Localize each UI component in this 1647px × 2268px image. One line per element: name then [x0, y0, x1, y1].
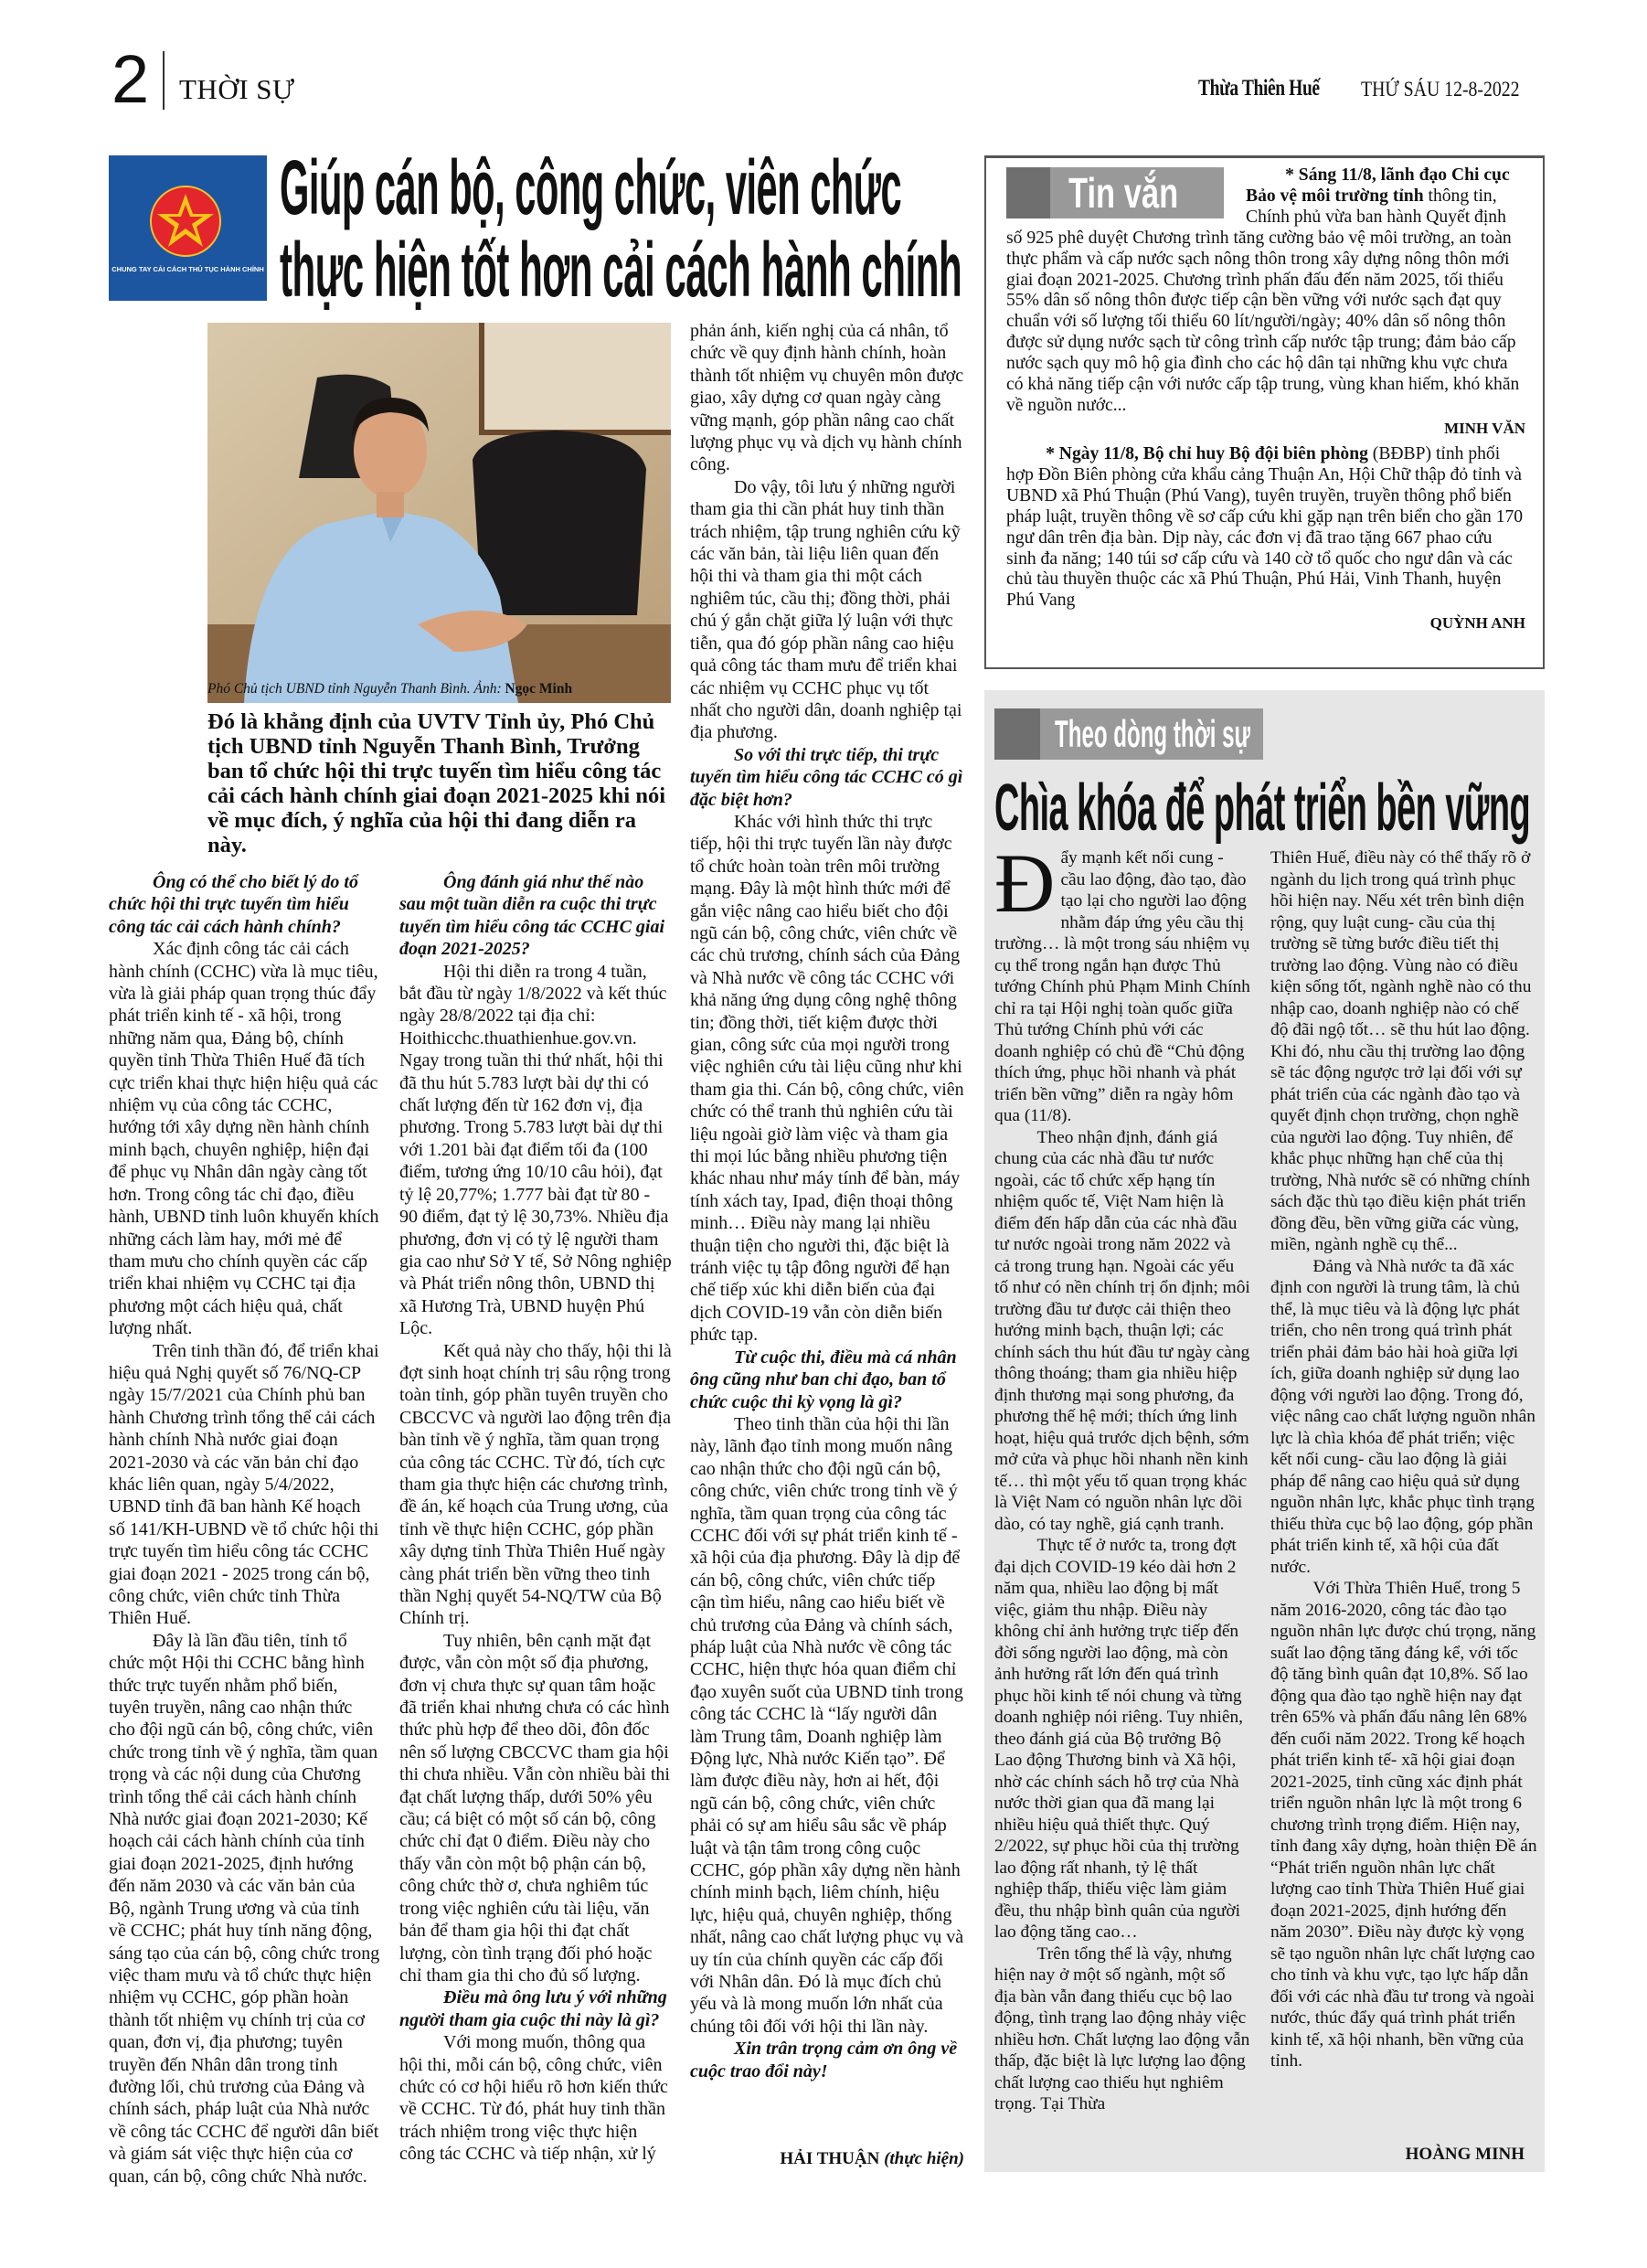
interview-question: So với thi trực tiếp, thi trực tuyến tìm hiểu công tác CCHC có gì đặc biệt hơn?	[690, 744, 963, 810]
interview-question: Ông đánh giá như thế nào sau một tuần diễn ra cuộc thi trực tuyến tìm hiểu công tác CCHC giai đoạn 2021-2025?	[399, 872, 665, 960]
section-title: THỜI SỰ	[179, 73, 295, 105]
commentary-column-1: Đẩy mạnh kết nối cung - cầu lao động, đào tạo, đào tạo lại cho người lao động nhằm đáp ứng yêu cầu thị trường… là một trong sáu nhiệm vụ cụ thể trong ngắn hạn được Thủ tướng Chính phủ Phạm Minh Chính chỉ ra tại Hội nghị toàn quốc giữa Thủ tướng Chính phủ với các doanh nghiệp có chủ đề “Chủ động thích ứng, phục hồi nhanh và phát triển bền vững” diễn ra ngày hôm qua (11/8). Theo nhận định, đánh giá chung của các nhà đầu tư nước ngoài, các tổ chức xếp hạng tín nhiệm quốc tế, Việt Nam hiện là điểm đến hấp dẫn của các nhà đầu tư nước ngoài trong năm 2022 và cả trong trung hạn. Ngoài các yếu tố như có nền chính trị ổn định; môi trường đầu tư được cải thiện theo hướng minh bạch, thuận lợi; các chính sách thu hút đầu tư ngày càng thông thoáng; tham gia nhiều hiệp định thương mại song phương, đa phương thế hệ mới; thích ứng linh hoạt, hiệu quả trước dịch bệnh, sớm mở cửa và phục hồi nhanh nền kinh tế… thì một yếu tố quan trọng khác là Việt Nam có nguồn nhân lực dồi dào, có tay nghề, giá cạnh tranh. Thực tế ở nước ta, trong đợt đại dịch COVID-19 kéo dài hơn 2 năm qua, nhiều lao động bị mất việc, giảm thu nhập. Điều này không chỉ ảnh hưởng trực tiếp đến đời sống người lao động, mà còn ảnh hưởng rất lớn đến quá trình phục hồi kinh tế nói chung và từng doanh nghiệp nói riêng. Tuy nhiên, theo đánh giá của Bộ trưởng Bộ Lao động Thương binh và Xã hội, nhờ các chính sách hỗ trợ của Nhà nước thời gian qua đã mang lại nhiều hiệu quả thiết thực. Quý 2/2022, sự phục hồi của thị trường lao động rất nhanh, tỷ lệ thất nghiệp thấp, thiếu việc làm giảm đều, thu nhập bình quân của người lao động tăng cao… Trên tổng thể là vậy, nhưng hiện nay ở một số ngành, một số địa bàn vẫn đang thiếu cục bộ lao động, tình trạng lao động nhảy việc nhiều hơn. Chất lượng lao động vẫn thấp, đặc biệt là lực lượng lao động chất lượng cao thiếu hụt nghiêm trọng. Tại Thừa	[994, 836, 1250, 2114]
brief-author: MINH VĂN	[1444, 419, 1525, 437]
article-paragraph: Khác với hình thức thi trực tiếp, hội thi trực tuyến lần này được tổ chức hoàn toàn trên môi trường mạng. Đây là một hình thức mới để gắn việc nâng cao hiểu biết cho đội ngũ cán bộ, công chức, viên chức về các chủ trương, chính sách của Đảng và Nhà nước về công tác CCHC với khả năng ứng dụng công nghệ thông tin; đồng thời, tiết kiệm được thời gian, công sức của mọi người trong việc nghiên cứu tài liệu cũng như khi tham gia thi. Cán bộ, công chức, viên chức có thể tranh thủ nghiên cứu tài liệu ngoài giờ làm việc và tham gia thi mọi lúc bằng nhiều phương tiện khác nhau như máy tính để bàn, máy tính xách tay, Ipad, điện thoại thông minh… Điều này mang lại nhiều thuận tiện cho người thi, đặc biệt là tránh việc tụ tập đông người để hạn chế tiếp xúc khi diễn biến của đại dịch COVID-19 vẫn còn diễn biến phức tạp.	[690, 811, 964, 1346]
article-paragraph: Kết quả này cho thấy, hội thi là đợt sinh hoạt chính trị sâu rộng trong toàn tỉnh, góp phần tuyên truyền cho CBCCVC và người lao động trên địa bàn tỉnh về ý nghĩa, tầm quan trọng của công tác CCHC. Từ đó, tích cực tham gia thực hiện các chương trình, đề án, kế hoạch của Trung ương, của tỉnh về thực hiện CCHC, góp phần xây dựng tỉnh Thừa Thiên Huế ngày càng phát triển bền vững theo tinh thần Nghị quyết 54-NQ/TW của Bộ Chính trị.	[399, 1340, 672, 1629]
article-paragraph: Thiên Huế, điều này có thể thấy rõ ở ngành du lịch trong quá trình phục hồi hiện nay. Nếu xét trên bình diện rộng, quy luật cung- cầu của thị trường sẽ từng bước điều tiết thị trường lao động. Vùng nào có điều kiện sống tốt, ngành nghề nào có thu nhập cao, doanh nghiệp nào có chế độ đãi ngộ tốt… sẽ thu hút lao động. Khi đó, nhu cầu thị trường lao động sẽ tác động ngược trở lại đối với sự phát triển của các ngành đào tạo và quyết định chọn trường, chọn nghề của người lao động. Tuy nhiên, để khắc phục những hạn chế của thị trường, Nhà nước sẽ có những chính sách đặc thù tạo điều kiện phát triển đồng đều, bền vững giữa các vùng, miền, ngành nghề cụ thể...	[1270, 848, 1532, 1254]
brief-author: QUỲNH ANH	[1429, 614, 1525, 633]
star-emblem-icon	[109, 155, 267, 301]
article-column-3	[690, 320, 964, 2082]
portrait-photo	[207, 323, 671, 703]
article-column-2	[399, 871, 672, 2166]
article-paragraph: phản ánh, kiến nghị của cá nhân, tổ chức về quy định hành chính, hoàn thành tốt nhiệm vụ chuyên môn được giao, xây dựng cơ quan ngày càng vững mạnh, góp phần nâng cao chất lượng phục vụ và dịch vụ hành chính công.	[690, 321, 964, 475]
headline-line-1: Giúp cán bộ, công chức, viên chức	[280, 144, 902, 230]
commentary-panel	[984, 690, 1545, 2172]
article-paragraph: Trên tổng thể là vậy, nhưng hiện nay ở một số ngành, một số địa bàn vẫn đang thiếu cục bộ lao động, tình trạng lao động nhảy việc nhiều hơn. Chất lượng lao động vẫn thấp, đặc biệt là lực lượng lao động chất lượng cao thiếu hụt nghiêm trọng. Tại Thừa	[994, 1943, 1250, 2114]
article-lede: Đó là khẳng định của UVTV Tỉnh ủy, Phó Chủ tịch UBND tỉnh Nguyễn Thanh Bình, Trưởng ban tổ chức hội thi trực tuyến tìm hiểu công tác cải cách hành chính giai đoạn 2021-2025 khi nói về mục đích, ý nghĩa của hội thi đang diễn ra này.	[207, 709, 666, 857]
article-paragraph: Tuy nhiên, bên cạnh mặt đạt được, vẫn còn một số địa phương, đơn vị chưa thực sự quan tâm hoặc đã triển khai nhưng chưa có các hình thức phù hợp để theo dõi, đôn đốc nên số lượng CBCCVC tham gia hội thi chưa nhiều. Vẫn còn nhiều bài thi đạt chất lượng thấp, dưới 50% yêu cầu; cá biệt có một số cán bộ, công chức chỉ đạt 0 điểm. Điều này cho thấy vẫn còn một bộ phận cán bộ, công chức thờ ơ, chưa nghiêm túc trong việc nghiên cứu tài liệu, văn bản để tham gia hội thi đạt chất lượng, còn tình trạng đối phó hoặc chỉ tham gia thi cho đủ số lượng.	[399, 1630, 670, 1986]
drop-cap: Đ	[994, 836, 1056, 930]
article-paragraph: Đây là lần đầu tiên, tỉnh tổ chức một Hội thi CCHC bằng hình thức trực tuyến nhằm phổ biến, tuyên truyền, nâng cao nhận thức cho đội ngũ cán bộ, công chức, viên chức trong tỉnh về ý nghĩa, tầm quan trọng và các nội dung của Chương trình tổng thể cải cách hành chính Nhà nước giai đoạn 2021-2030; Kế hoạch cải cách hành chính của tỉnh giai đoạn 2021-2025, định hướng đến năm 2030 và các văn bản của Bộ, ngành Trung ương và của tỉnh về CCHC; phát huy tính năng động, sáng tạo của cán bộ, công chức trong việc tham mưu và tổ chức thực hiện nhiệm vụ CCHC, góp phần hoàn thành tốt nhiệm vụ chính trị của cơ quan, đơn vị, địa phương; tuyên truyền đến Nhân dân trong tỉnh đường lối, chủ trương của Đảng và chính sách, pháp luật của Nhà nước về công tác CCHC để người dân biết và giám sát việc thực hiện của cơ quan, cán bộ, công chức Nhà nước.	[109, 1630, 380, 2187]
photo-credit: Ngọc Minh	[505, 681, 573, 697]
article-paragraph: Với Thừa Thiên Huế, trong 5 năm 2016-2020, công tác đào tạo nguồn nhân lực được chú trọng, năng suất lao động tăng đáng kể, với tốc độ tăng bình quân đạt 10,8%. Số lao động qua đào tạo nghề hiện nay đạt trên 65% và phấn đấu nâng lên 68% đến cuối năm 2022. Trong kế hoạch phát triển kinh tế- xã hội giai đoạn 2021-2025, tỉnh cũng xác định phát triển nguồn nhân lực là một trong 6 chương trình trọng điểm. Hiện nay, tỉnh đang xây dựng, hoàn thiện Đề án “Phát triển nguồn nhân lực chất lượng cao tỉnh Thừa Thiên Huế giai đoạn 2021-2025, định hướng đến năm 2030”. Điều này được kỳ vọng sẽ tạo nguồn nhân lực chất lượng cao cho tỉnh và khu vực, tạo lực hấp dẫn đối với các nhà đầu tư trong và ngoài nước, thúc đẩy quá trình phát triển kinh tế, xã hội nhanh, bền vững của tỉnh.	[1270, 1579, 1537, 2071]
article-paragraph: Hội thi diễn ra trong 4 tuần, bắt đầu từ ngày 1/8/2022 và kết thúc ngày 28/8/2022 tại địa chỉ: Hoithicchc.thuathienhue.gov.vn. Ngay trong tuần thi thứ nhất, hội thi đã thu hút 5.783 lượt bài dự thi có chất lượng đến từ 162 đơn vị, địa phương. Trong 5.783 lượt bài dự thi với 1.201 bài đạt điểm tối đa (100 điểm, tương ứng 10/10 câu hỏi), đạt tỷ lệ 20,77%; 1.777 bài đạt từ 80 - 90 điểm, đạt tỷ lệ 30,73%. Nhiều địa phương, đơn vị có tỷ lệ người tham gia cao như Sở Y tế, Sở Nông nghiệp và Phát triển nông thôn, UBND thị xã Hương Trà, UBND huyện Phú Lộc.	[399, 961, 672, 1339]
interview-question: Điều mà ông lưu ý với những người tham gia cuộc thi này là gì?	[399, 1987, 667, 2030]
header-divider	[163, 51, 165, 110]
photo-caption: Phó Chủ tịch UBND tỉnh Nguyễn Thanh Bình. Ảnh: Ngọc Minh	[207, 681, 573, 697]
article-paragraph: Theo nhận định, đánh giá chung của các nhà đầu tư nước ngoài, các tổ chức xếp hạng tín nhiệm quốc tế, Việt Nam hiện là điểm đến hấp dẫn của các nhà đầu tư nước ngoài trong năm 2022 và cả trong trung hạn. Ngoài các yếu tố như có nền chính trị ổn định; môi trường đầu tư được cải thiện theo hướng minh bạch, thuận lợi; các chính sách thu hút đầu tư ngày càng thông thoáng; tham gia nhiều hiệp định thương mại song phương, đa phương thế hệ mới; thích ứng linh hoạt, hiệu quả trước dịch bệnh, sớm mở cửa và phục hồi nhanh nền kinh tế… thì một yếu tố quan trọng khác là Việt Nam có nguồn nhân lực dồi dào, có tay nghề, giá cạnh tranh.	[994, 1127, 1250, 1534]
article-byline: HẢI THUẬN (thực hiện)	[780, 2149, 964, 2168]
article-column-1	[109, 871, 381, 2188]
article-paragraph: Đảng và Nhà nước ta đã xác định con người là trung tâm, là chủ thể, là mục tiêu và là động lực phát triển, cho nên trong quá trình phát triển phải đảm bảo hài hoà giữa lợi ích, giữa doanh nghiệp sử dụng lao động với người lao động. Trong đó, việc nâng cao chất lượng nguồn nhân lực là chìa khóa để phát triển; việc kết nối cung- cầu lao động là giải pháp để nâng cao hiệu quả sử dụng nguồn nhân lực, khắc phục tình trạng thiếu thừa cục bộ lao động, góp phần phát triển kinh tế, xã hội của đất nước.	[1270, 1256, 1535, 1577]
closing-thanks: Xin trân trọng cảm ơn ông về cuộc trao đổi này!	[690, 2039, 958, 2082]
news-briefs-box	[984, 155, 1545, 669]
newspaper-name: Thừa Thiên Huế	[1198, 76, 1320, 101]
page-number: 2	[112, 41, 150, 117]
article-paragraph: Xác định công tác cải cách hành chính (CCHC) vừa là mục tiêu, vừa là giải pháp quan trọng thúc đẩy phát triển kinh tế - xã hội, trong những năm qua, Đảng bộ, chính quyền tỉnh Thừa Thiên Huế đã tích cực triển khai thực hiện hiệu quả các nhiệm vụ của công tác CCHC, hướng tới xây dựng nền hành chính minh bạch, chuyên nghiệp, hiện đại để phục vụ Nhân dân ngày càng tốt hơn. Trong công tác chỉ đạo, điều hành, UBND tỉnh luôn khuyến khích những cách làm hay, mới mẻ để tham mưu cho chính quyền các cấp triển khai nhiệm vụ CCHC tại địa phương một cách hiệu quả, chất lượng nhất.	[109, 939, 379, 1339]
news-brief-item: * Ngày 11/8, Bộ chỉ huy Bộ đội biên phòng (BĐBP) tỉnh phối hợp Đồn Biên phòng cửa khẩu cảng Thuận An, Hội Chữ thập đỏ tỉnh và UBND xã Phú Thuận (Phú Vang), tuyên truyền, truyền thông phổ biến pháp luật, truyền thông về sơ cấp cứu khi gặp nạn trên biển cho gần 170 ngư dân trên địa bàn. Dịp này, các đơn vị đã trao tặng 667 phao cứu sinh đa năng; 140 túi sơ cấp cứu và 140 cờ tổ quốc cho ngư dân và các chủ tàu thuyền thuộc các xã Phú Thuận, Phú Hải, Vinh Thanh, huyện Phú Vang QUỲNH ANH	[1006, 444, 1525, 634]
news-brief-item: * Sáng 11/8, lãnh đạo Chi cục Bảo vệ môi trường tỉnh thông tin, Chính phủ vừa ban hành Quyết định số 925 phê duyệt Chương trình tăng cường bảo vệ môi trường, an toàn thực phẩm và cấp nước sạch nông thôn trong xây dựng nông thôn mới giai đoạn 2021-2025. Chương trình phấn đấu đến năm 2025, tối thiểu 55% dân số nông thôn được tiếp cận bền vững với nước sạch đạt quy chuẩn với số lượng tối thiểu 60 lít/người/ngày; 40% dân số nông thôn được sử dụng nước sạch từ công trình cấp nước tập trung; đảm bảo cấp nước sạch quy mô hộ gia đình cho các hộ dân tại những khu vực chưa có khả năng tiếp cận với nước cấp tập trung, vùng khan hiếm, khó khăn về nguồn nước... MINH VĂN	[1006, 165, 1525, 440]
logo-caption: CHUNG TAY CẢI CÁCH THỦ TỤC HÀNH CHÍNH	[112, 265, 264, 273]
article-paragraph: Trên tinh thần đó, để triển khai hiệu quả Nghị quyết số 76/NQ-CP ngày 15/7/2021 của Chính phủ ban hành Chương trình tổng thể cải cách hành chính Nhà nước giai đoạn 2021-2030 và các văn bản chỉ đạo khác liên quan, ngày 5/4/2022, UBND tỉnh đã ban hành Kế hoạch số 141/KH-UBND về tổ chức hội thi trực tuyến tìm hiểu công tác CCHC giai đoạn 2021 - 2025 trong cán bộ, công chức, viên chức tỉnh Thừa Thiên Huế.	[109, 1340, 379, 1629]
interview-question: Ông có thể cho biết lý do tổ chức hội thi trực tuyến tìm hiểu công tác cải cách hành chính?	[109, 872, 358, 937]
headline-line-2: thực hiện tốt hơn cải cách hành chính	[280, 227, 962, 313]
commentary-label: Theo dòng thời sự	[994, 708, 1263, 760]
admin-reform-logo	[109, 155, 267, 301]
commentary-column-2	[1270, 847, 1537, 2072]
news-briefs-label: Tin vắn	[1006, 167, 1224, 218]
article-paragraph: Theo tinh thần của hội thi lần này, lãnh đạo tỉnh mong muốn nâng cao nhận thức cho đội ngũ cán bộ, công chức, viên chức trong tỉnh về ý nghĩa, tầm quan trọng của công tác CCHC đối với sự phát triển kinh tế - xã hội của địa phương. Đây là dịp để cán bộ, công chức, viên chức tiếp cận tìm hiểu, nâng cao hiểu biết về chủ trương của Đảng và chính sách, pháp luật của Nhà nước về công tác CCHC, hiện thực hóa quan điểm chỉ đạo xuyên suốt của UBND tỉnh trong công tác CCHC là “lấy người dân làm Trung tâm, Doanh nghiệp làm Động lực, Nhà nước Kiến tạo”. Để làm được điều này, hơn ai hết, đội ngũ cán bộ, công chức, viên chức phải có sự am hiểu sâu sắc về pháp luật và tận tâm trong công cuộc CCHC, góp phần xây dựng nền hành chính minh bạch, liêm chính, hiệu lực, hiệu quả, chuyên nghiệp, thống nhất, nâng cao chất lượng phục vụ và uy tín của chính quyền các cấp đối với Nhân dân. Đó là mục đích chủ yếu và là mong muốn lớn nhất của chúng tôi đối với hội thi lần này.	[690, 1413, 964, 2037]
article-paragraph: Do vậy, tôi lưu ý những người tham gia thi cần phát huy tinh thần trách nhiệm, tập trung nghiên cứu kỹ các văn bản, tài liệu liên quan đến hội thi và tham gia thi một cách nghiêm túc, cầu thị; đồng thời, phải chú ý gắn chặt giữa lý luận với thực tiễn, qua đó góp phần nâng cao hiệu quả công tác tham mưu để triển khai các nhiệm vụ CCHC phục vụ tốt nhất cho người dân, doanh nghiệp tại địa phương.	[690, 476, 962, 743]
issue-date: THỨ SÁU 12-8-2022	[1361, 78, 1520, 101]
commentary-headline: Chìa khóa để phát triển bền vững	[994, 772, 1531, 845]
article-paragraph: Thực tế ở nước ta, trong đợt đại dịch COVID-19 kéo dài hơn 2 năm qua, nhiều lao động bị mất việc, giảm thu nhập. Điều này không chỉ ảnh hưởng trực tiếp đến đời sống người lao động, mà còn ảnh hưởng rất lớn đến quá trình phục hồi kinh tế nói chung và từng doanh nghiệp nói riêng. Tuy nhiên, theo đánh giá của Bộ trưởng Bộ Lao động Thương binh và Xã hội, nhờ các chính sách hỗ trợ của Nhà nước thời gian qua đã mang lại nhiều hiệu quả thiết thực. Quý 2/2022, sự phục hồi của thị trường lao động rất nhanh, tỷ lệ thất nghiệp thấp, thiếu việc làm giảm đều, thu nhập bình quân của người lao động tăng cao…	[994, 1536, 1243, 1942]
article-paragraph: Với mong muốn, thông qua hội thi, mỗi cán bộ, công chức, viên chức có cơ hội hiểu rõ hơn kiến thức về CCHC. Từ đó, phát huy tinh thần trách nhiệm trong việc thực hiện công tác CCHC và tiếp nhận, xử lý	[399, 2032, 668, 2165]
interview-question: Từ cuộc thi, điều mà cá nhân ông cũng như ban chỉ đạo, ban tổ chức cuộc thi kỳ vọng là gì?	[690, 1347, 957, 1412]
commentary-byline: HOÀNG MINH	[1405, 2145, 1525, 2164]
